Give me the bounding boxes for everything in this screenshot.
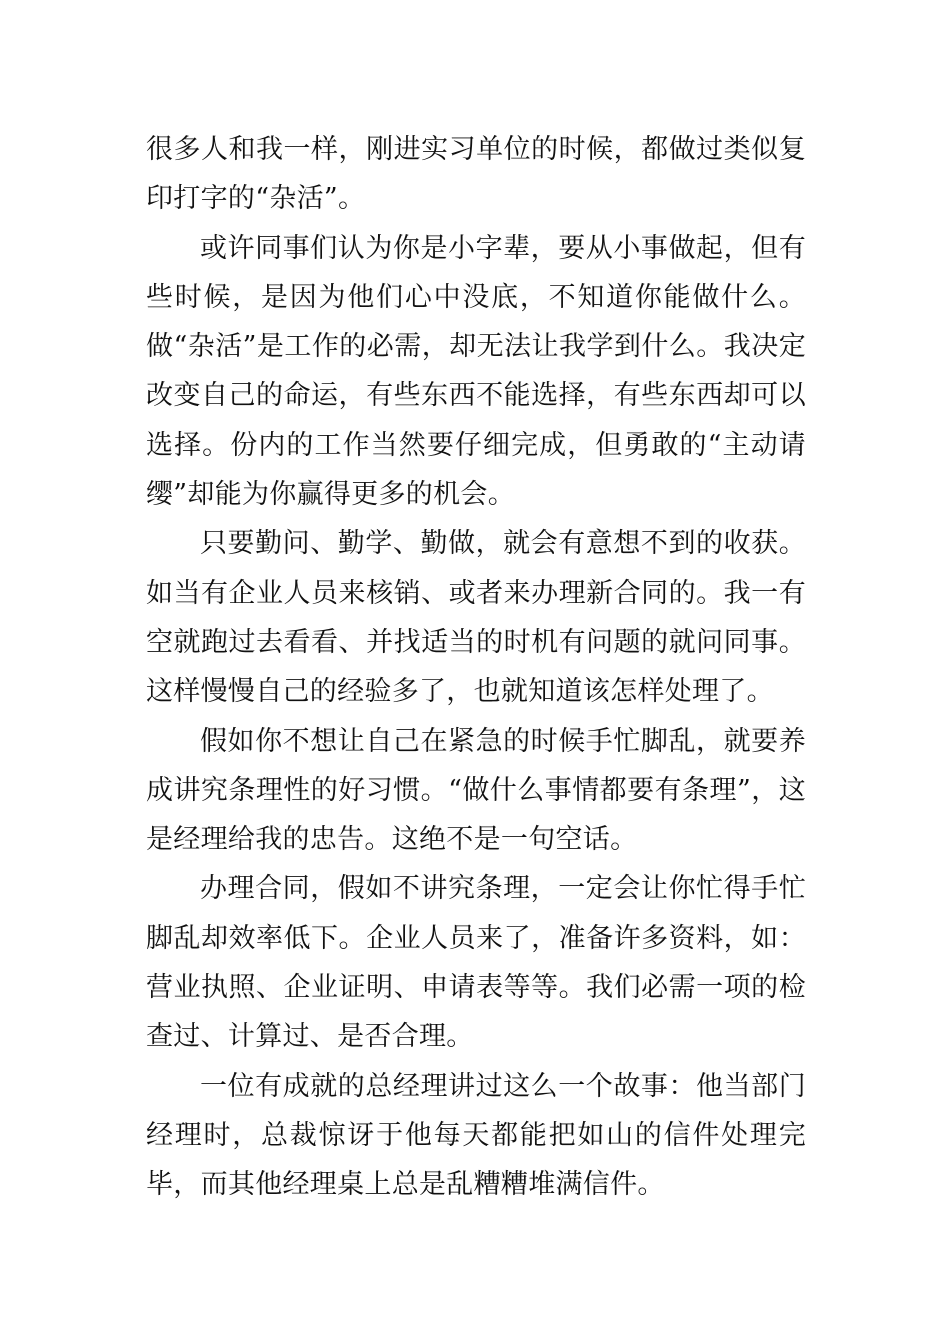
paragraph-2: 或许同事们认为你是小字辈，要从小事做起，但有些时候，是因为他们心中没底，不知道你能做什么。做“杂活”是工作的必需，却无法让我学到什么。我决定改变自己的命运，有些东西不能选择，有些东西却可以选择。份内的工作当然要仔细完成，但勇敢的“主动请缨”却能为你赢得更多的机会。 [146,232,806,511]
paragraph-4: 假如你不想让自己在紧急的时候手忙脚乱，就要养成讲究条理性的好习惯。“做什么事情都要有条理”，这是经理给我的忠告。这绝不是一句空话。 [146,725,806,856]
paragraph-3: 只要勤问、勤学、勤做，就会有意想不到的收获。如当有企业人员来核销、或者来办理新合同的。我一有空就跑过去看看、并找适当的时机有问题的就问同事。这样慢慢自己的经验多了，也就知道该怎样处理了。 [146,528,806,708]
paragraph-5: 办理合同，假如不讲究条理，一定会让你忙得手忙脚乱却效率低下。企业人员来了，准备许多资料，如：营业执照、企业证明、申请表等等。我们必需一项的检查过、计算过、是否合理。 [146,873,806,1053]
document-body [146,125,806,1210]
paragraph-1: 很多人和我一样，刚进实习单位的时候，都做过类似复印打字的“杂活”。 [146,134,806,215]
paragraph-6: 一位有成就的总经理讲过这么一个故事：他当部门经理时，总裁惊讶于他每天都能把如山的信件处理完毕，而其他经理桌上总是乱糟糟堆满信件。 [146,1070,806,1201]
